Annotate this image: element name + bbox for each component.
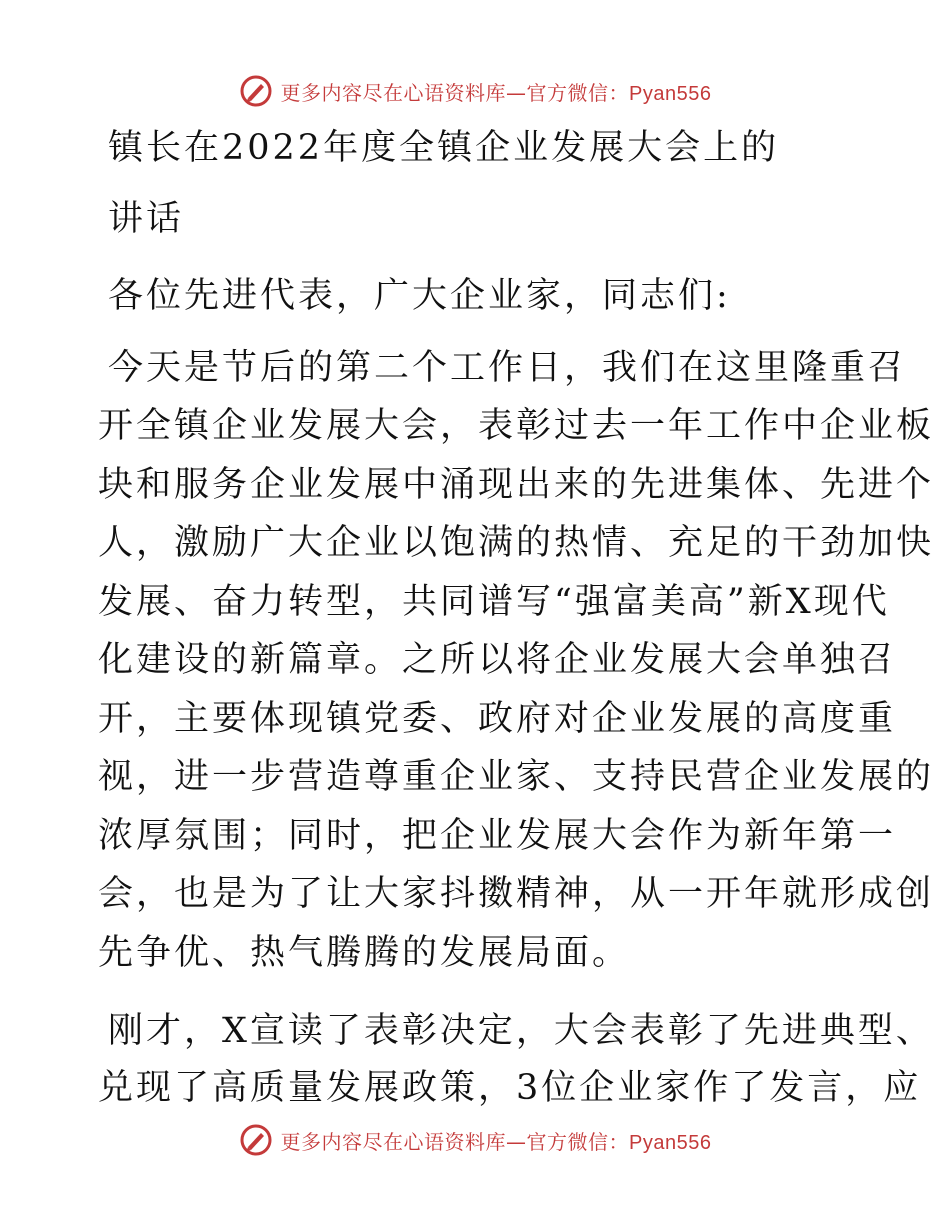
banner-text bbox=[281, 77, 712, 106]
paragraph-2-line-2: 兑现了高质量发展政策，3位企业家作了发言，应 bbox=[98, 1068, 922, 1108]
paragraph-1-line-11: 先争优、热气腾腾的发展局面。 bbox=[98, 933, 631, 973]
paragraph-1-line-3: 块和服务企业发展中涌现出来的先进集体、先进个 bbox=[98, 465, 935, 505]
paragraph-1-line-8: 视，进一步营造尊重企业家、支持民营企业发展的 bbox=[98, 757, 935, 797]
paragraph-2-line-1: 刚才，X宣读了表彰决定，大会表彰了先进典型、 bbox=[108, 1011, 934, 1051]
pen-circle-logo-icon bbox=[239, 1123, 273, 1157]
banner-wechat-id: Pyan556 bbox=[629, 1131, 712, 1154]
paragraph-1-line-6: 化建设的新篇章。之所以将企业发展大会单独召 bbox=[98, 640, 897, 680]
paragraph-1-line-7: 开，主要体现镇党委、政府对企业发展的高度重 bbox=[98, 699, 897, 739]
salutation: 各位先进代表，广大企业家，同志们: bbox=[108, 276, 731, 316]
paragraph-1-line-5: 发展、奋力转型，共同谱写“强富美高”新X现代 bbox=[98, 582, 890, 622]
banner-text bbox=[281, 1126, 712, 1155]
document-title-line-1: 镇长在2022年度全镇企业发展大会上的 bbox=[108, 128, 780, 168]
paragraph-1-line-4: 人，激励广大企业以饱满的热情、充足的干劲加快 bbox=[98, 523, 935, 563]
paragraph-1-line-10: 会，也是为了让大家抖擞精神，从一开年就形成创 bbox=[98, 874, 935, 914]
paragraph-1-line-1: 今天是节后的第二个工作日，我们在这里隆重召 bbox=[108, 348, 907, 388]
paragraph-1-line-2: 开全镇企业发展大会，表彰过去一年工作中企业板 bbox=[98, 406, 935, 446]
header-banner[interactable] bbox=[0, 71, 950, 111]
banner-wechat-id: Pyan556 bbox=[629, 82, 712, 105]
banner-label: 更多内容尽在心语资料库—官方微信： bbox=[280, 1129, 630, 1154]
pen-circle-logo-icon bbox=[239, 74, 273, 108]
footer-banner[interactable] bbox=[0, 1120, 950, 1160]
paragraph-1-line-9: 浓厚氛围；同时，把企业发展大会作为新年第一 bbox=[98, 816, 897, 856]
document-title-line-2: 讲话 bbox=[108, 199, 185, 239]
banner-label: 更多内容尽在心语资料库—官方微信： bbox=[280, 80, 630, 105]
